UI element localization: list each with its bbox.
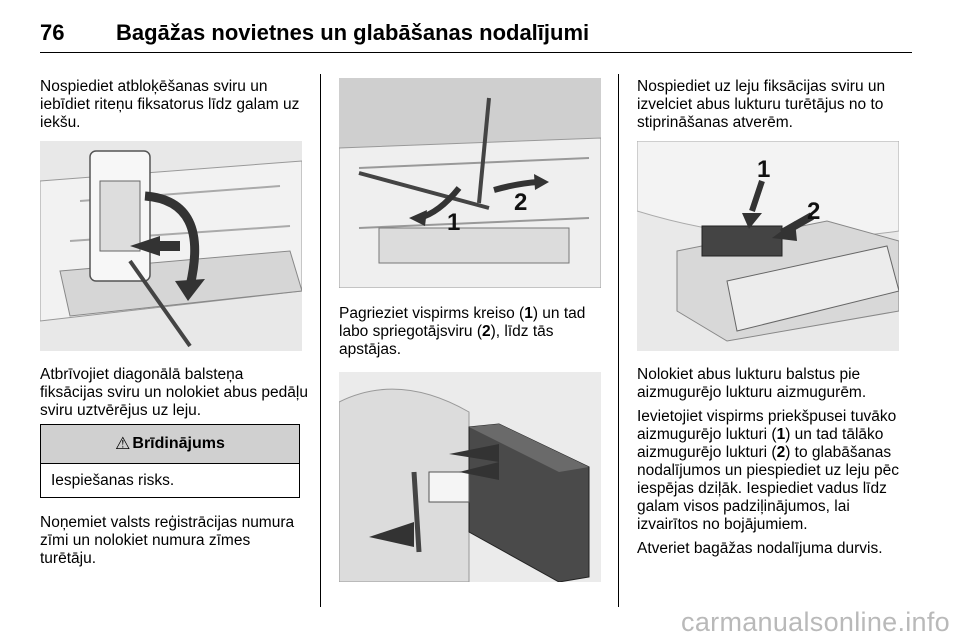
col1-para3: Noņemiet valsts reģistrācijas numura zīmi un nolokiet numura zīmes turētāju. bbox=[40, 514, 295, 567]
fig4-label-1: 1 bbox=[757, 156, 771, 183]
warning-header bbox=[41, 425, 299, 464]
page-header bbox=[40, 18, 912, 53]
figure-wheel-locks-drawing bbox=[40, 141, 302, 351]
warning-text: Iespiešanas risks. bbox=[51, 472, 175, 489]
figure-tensioner-levers-drawing bbox=[339, 78, 601, 288]
col3-para2: Nolokiet abus lukturu balstus pie aizmugurējo lukturu aizmugurēm. bbox=[637, 366, 867, 401]
column-divider-right bbox=[618, 74, 619, 607]
page-title: Bagāžas novietnes un glabāšanas nodalījumi bbox=[116, 20, 590, 45]
col1-para1: Nospiediet atbloķēšanas sviru un iebīdiet riteņu fiksatorus līdz galam uz iekšu. bbox=[40, 78, 300, 131]
figure-plate-holder bbox=[339, 372, 601, 582]
fig2-label-2: 2 bbox=[514, 189, 528, 216]
col3-body bbox=[637, 366, 907, 558]
col1-para2: Atbrīvojiet diagonālā balsteņa fiksācijas sviru un nolokiet abus pedāļu sviru uztvērējus uz leju. bbox=[40, 366, 308, 419]
page-number: 76 bbox=[40, 20, 65, 45]
warning-triangle-icon: ⚠ bbox=[115, 434, 131, 453]
col3-para3: Ievietojiet vispirms priekšpusei tuvāko aizmugurējo lukturi (1) un tad tālāko aizmugurējo lukturi (2) to glabāšanas nodalījumos un piespiediet uz leju pēc iespējas dziļāk. Iespiediet vadus līdz galam visos padziļinājumos, lai izvairītos no bojājumiem. bbox=[637, 408, 899, 533]
column-divider-left bbox=[320, 74, 321, 607]
figure-tensioner-levers bbox=[339, 78, 601, 288]
col3-para1: Nospiediet uz leju fiksācijas sviru un izvelciet abus lukturu turētājus no to stiprināšanas atverēm. bbox=[637, 78, 886, 131]
fig2-label-1: 1 bbox=[447, 209, 461, 236]
warning-box bbox=[40, 424, 300, 498]
col2-para1: Pagrieziet vispirms kreiso (1) un tad labo spriegotājsviru (2), līdz tās apstājas. bbox=[339, 305, 586, 358]
figure-plate-holder-drawing bbox=[339, 372, 601, 582]
warning-title: Brīdinājums bbox=[132, 435, 225, 452]
figure-lamp-holders-drawing bbox=[637, 141, 899, 351]
col3-para4: Atveriet bagāžas nodalījuma durvis. bbox=[637, 540, 883, 557]
watermark: carmanualsonline.info bbox=[681, 607, 950, 637]
figure-wheel-locks bbox=[40, 141, 302, 351]
fig4-label-2: 2 bbox=[807, 198, 821, 225]
figure-lamp-holders bbox=[637, 141, 899, 351]
